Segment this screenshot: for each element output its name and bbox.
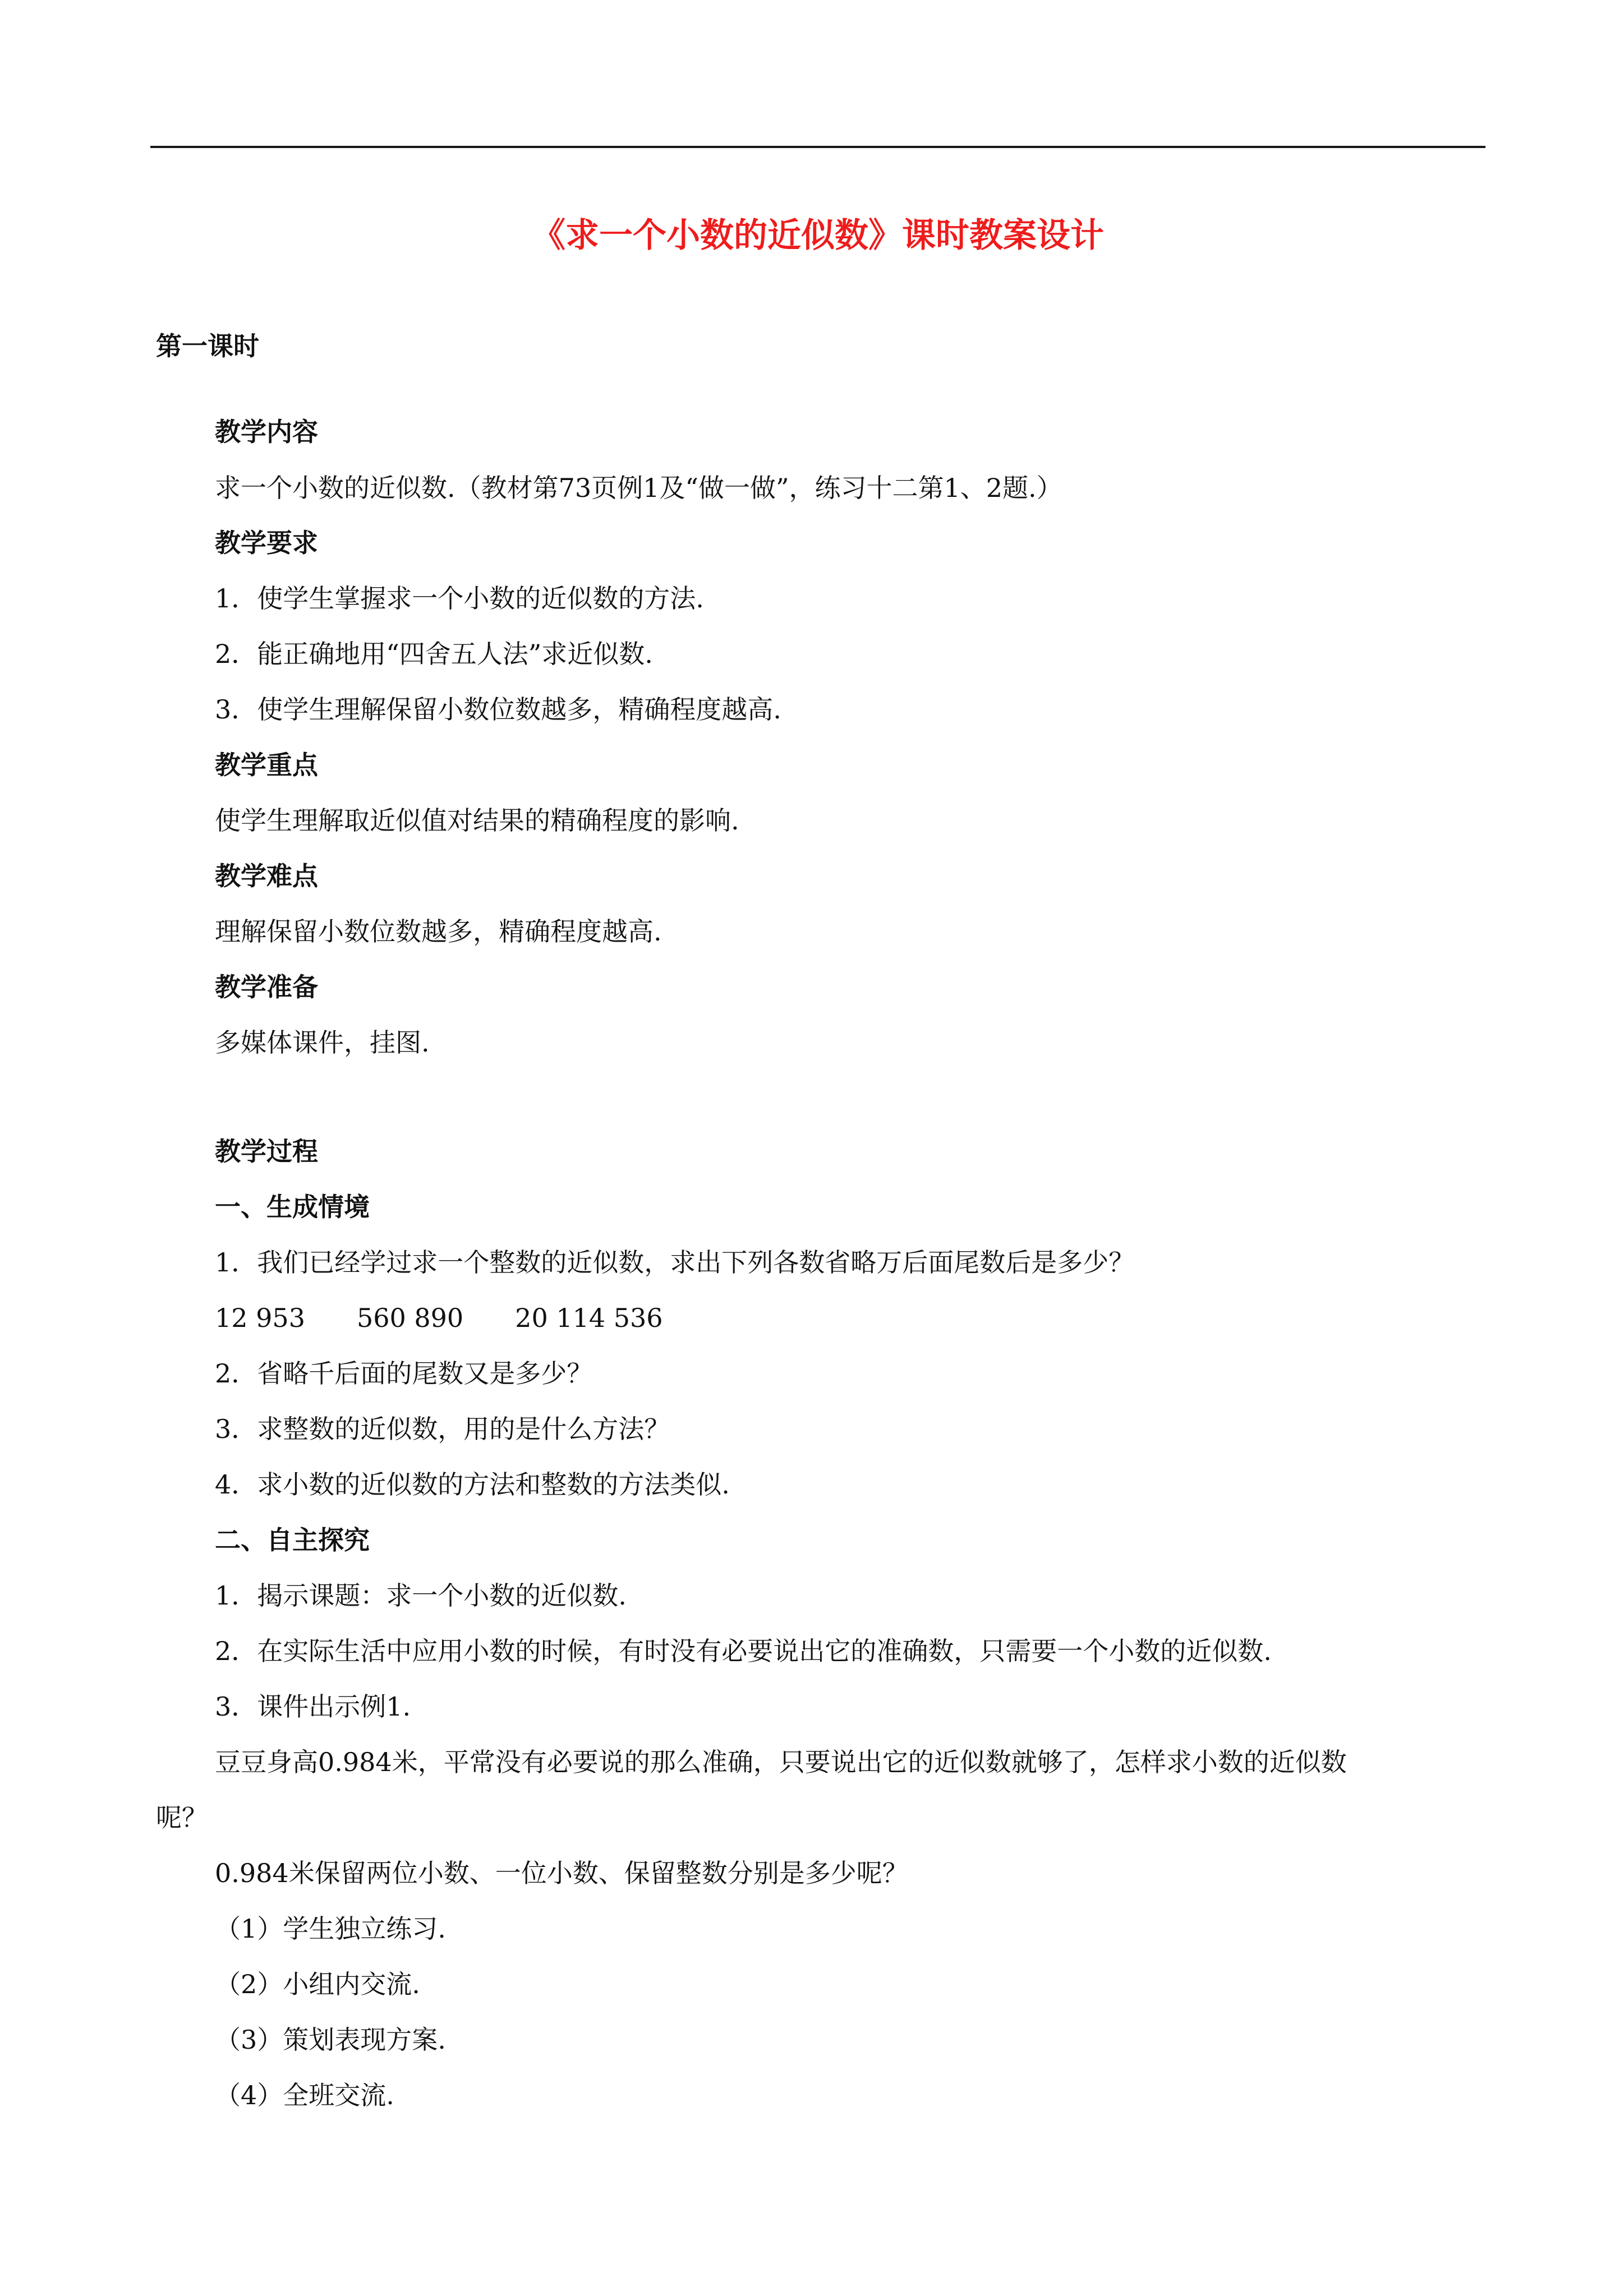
document-title: 《求一个小数的近似数》课时教案设计: [532, 216, 1104, 255]
prep-text: 多媒体课件，挂图.: [215, 1027, 430, 1058]
difficulty-text: 理解保留小数位数越多，精确程度越高.: [215, 916, 662, 947]
section1-item: 1．我们已经学过求一个整数的近似数，求出下列各数省略万后面尾数后是多少？: [215, 1247, 1135, 1278]
section2-item: 1．揭示课题：求一个小数的近似数.: [215, 1580, 627, 1611]
content-heading: 教学内容: [215, 417, 318, 447]
requirement-item: 2．能正确地用“四舍五人法”求近似数.: [215, 639, 653, 669]
section2-item: 2．在实际生活中应用小数的时候，有时没有必要说出它的准确数，只需要一个小数的近似数.: [215, 1636, 1272, 1666]
section1-numbers: 12 953 560 890 20 114 536: [215, 1303, 663, 1333]
section1-item: 4．求小数的近似数的方法和整数的方法类似.: [215, 1469, 730, 1500]
step-item: （4）全班交流.: [215, 2080, 394, 2110]
section1-item: 2．省略千后面的尾数又是多少？: [215, 1358, 593, 1389]
header-rule: [150, 146, 1485, 148]
prep-heading: 教学准备: [215, 972, 318, 1002]
section2-heading: 二、自主探究: [215, 1525, 370, 1555]
key-text: 使学生理解取近似值对结果的精确程度的影响.: [215, 805, 739, 836]
question-text: 0.984米保留两位小数、一位小数、保留整数分别是多少呢？: [215, 1858, 908, 1888]
key-heading: 教学重点: [215, 750, 318, 780]
step-item: （3）策划表现方案.: [215, 2025, 446, 2055]
process-heading: 教学过程: [215, 1136, 318, 1167]
example-text-continued: 呢？: [156, 1802, 208, 1833]
step-item: （1）学生独立练习.: [215, 1914, 446, 1944]
section1-heading: 一、生成情境: [215, 1192, 370, 1222]
requirement-item: 3．使学生理解保留小数位数越多，精确程度越高.: [215, 694, 781, 725]
section1-item: 3．求整数的近似数，用的是什么方法？: [215, 1414, 670, 1444]
requirements-heading: 教学要求: [215, 528, 318, 558]
step-item: （2）小组内交流.: [215, 1969, 420, 1999]
content-text: 求一个小数的近似数.（教材第73页例1及“做一做”，练习十二第1、2题.）: [215, 473, 1062, 503]
requirement-item: 1．使学生掌握求一个小数的近似数的方法.: [215, 583, 704, 614]
section2-item: 3．课件出示例1.: [215, 1691, 411, 1722]
example-text: 豆豆身高0.984米，平常没有必要说的那么准确，只要说出它的近似数就够了，怎样求小数的近似数: [215, 1747, 1347, 1777]
lesson-label: 第一课时: [156, 331, 259, 361]
difficulty-heading: 教学难点: [215, 861, 318, 891]
